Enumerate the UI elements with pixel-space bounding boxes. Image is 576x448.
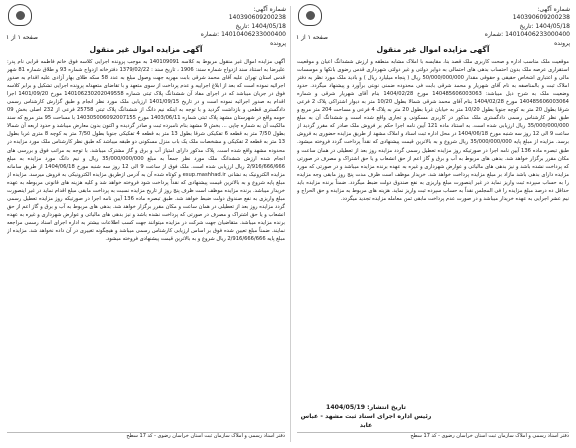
notice-body: آگهی مزایده اموال غیر منقول مربوط به کلاسه 140109091 به موجب پرونده اجرایی کلاسه فوق خانم فاطمه قرابی نام پدر: علیرضا به استناد سند ازدواج شماره سند: 1906 ، تاریخ سند : 1379/02/22 دفترخانه ازدواج شماره 93 و طلاق شماره 81 شهر قدس استان تهران علیه آقای محمد شرقی بابت مهریه جهت وصول مبلغ به عدد 58 سکه طلای بهار آزادی علیه اقدام به صدور اجرائیه نموده است که بعد از ابلاغ اجراییه و عدم پرداخت از سوی متعهد و با تقاضای متعهدله پرونده اجرایی تشکیل و برابر کلاسه فوق در جریان میباشد که در اجرای مفاد آن ششدانگ پلاک ثبتی شماره 140106230202049558 مورخ 1401/09/20 اجرا اقدام به صدور اجرائیه نموده است و در تاریخ 1401/09/15 ارزیابی ملک مورد نظر انجام و طبق گزارش کارشناس رسمی دادگستری قطعی و بازداشت گردید و با توجه به اینکه نیم دانگ از ششدانگ پلاک ثبتی 25758 فرعی از 232 اصلی بخش 09 حومه واقع در شهرستان مشهد پلاک ثبتی شماره 1403/06/11 مورخ 140305006092007155 با مساحت 95 متر مربع که سند مالکیت آن به شماره چاپی ... بخش 9 مشهد بنام نامبرده ثبت و صادر گردیده و اکنون بدون معارض میباشد و حدود اربعه آن شمالا بطول 7/50 متر به قطعه 6 تفکیکی شرقا بطول 13 متر به قطعه 4 تفکیکی جنوبا بطول 7/50 متر به کوچه 8 متری غربا بطول 13 متر به قطعه 2 تفکیکی و مشخصات ملک یک باب منزل مسکونی دو طبقه میباشد که طبق نظر کارشناس ملک مورد مزایده در محدوده مشهد واقع شده است. پلاک مذکور دارای امتیاز آب و برق و گاز مشترک میباشد. با توجه به مراتب فوق و بررسی های انجام شده ارزش ششدانگ ملک مورد نظر جمعاً به مبلغ 35/000/000/000 ریال و نیم دانگ مورد مزایده به مبلغ 2/916/666/666 ریال ارزیابی شده است. ملک فوق از ساعت 9 الی 12 روز سه شنبه مورخ 1404/06/18 از طریق سامانه مزایده الکترونیک به نشانی esup.mashhad.ir و کوتاه شده آن به آدرس ازطریق مزایده الکترونیکی به فروش میرسد. مزایده از مبلغ پایه شروع و به بالاترین قیمت پیشنهادی که نقداً پرداخت شود فروخته خواهد شد و کلیه هزینه های قانونی مربوطه به عهده خریدار میباشد. برنده مزایده موظف است ظرف پنج روز از تاریخ مزایده نسبت به پرداخت مابقی مبلغ اقدام نماید در غیر اینصورت مبلغ واریزی به نفع صندوق دولت ضبط خواهد شد. طبق تبصره ماده 136 آیین نامه اجرا در صورتیکه روز مزایده تعطیل رسمی گردد مزایده روز بعد از تعطیلی در همان ساعت و مکان مقرر برگزار خواهد شد. بدهی های مربوط به آب و برق و گاز اعم از حق انشعاب و یا حق اشتراک و مصرف در صورتی که پرداخت نشده باشد و نیز بدهی های مالیاتی و عوارض شهرداری و غیره به عهده برنده مزایده میباشد. متقاضیان جهت شرکت در مزایده میتوانند جهت کسب اطلاعات بیشتر به اداره اجرای اسناد رسمی مراجعه نمایند. ضمناً مبلغ تعیین شده فوق بر اساس ارزیابی کارشناس رسمی میباشد و هیچگونه تغییری در آن داده نخواهد شد. مزایده از مبلغ پایه 2/916/666/666 ریال شروع و به بالاترین قیمت پیشنهادی فروخته میشود. bbox=[7, 59, 285, 243]
notice-body: موقعیت ملک مناسب اداره و صحت کاربری ملک قصد بنا، مقایسه با املاک مشابه منطقه و ارزش ششدانگ اعیان و موقعیت استقراری عرصه ملک بدون احتساب بدهی های احتمالی به دوایر دولتی و غیر دولتی شهرداری قدس رضوی بانکها و موسسات مالی و اعتباری اشخاص حقیقی و حقوقی مقدار 50/000/000/000 ریال ( پنجاه میلیارد ریال ) و بادید ملک مورد نظر به دفتر املاک ثبت و بالمناصفه به نام آقای شهریار و محمد شرقی بابت فی محدوده ضمنی نوبتی برآورد و پیشنهاد میگردد. حدود وضعیت ملک به شرح ذیل میباشد: 140485606003063 مورخ 1404/02/28 بنام آقای شهریار شرقی و شماره 140485606003064 مورخ 1404/02/28 بنام آقای محمد شرقی شمالا بطول 10/20 متر به دیوار اشتراکی پلاک 2 فرعی شرقا بطول 20 متر به کوچه جنوبا بطول 10/20 متر به خیابان غربا بطول 20 متر به پلاک 4 فرعی و مساحت 204 متر مربع و طبق نظر کارشناس رسمی دادگستری ملک مذکور در کاربری مسکونی و تجاری واقع شده است و ششدانگ آن به مبلغ 35/000/000/000 ریال ارزیابی شده است. به استناد ماده 121 آیین نامه اجرا حکم بر فروش ملک صادر که مقرر گردید از ساعت 9 الی 12 روز سه شنبه مورخ 1404/06/18 در محل اداره ثبت اسناد و املاک مشهد از طریق مزایده حضوری به فروش برسد. مزایده از مبلغ پایه 35/000/000/000 ریال شروع و به بالاترین قیمت پیشنهادی که نقداً پرداخت گردد فروخته میشود. طبق تبصره ماده 136 آیین نامه اجرا در صورتیکه روز مزایده تعطیل رسمی گردد مزایده روز بعد از تعطیلی در همان ساعت و مکان مقرر برگزار خواهد شد. بدهی های مربوط به آب و برق و گاز اعم از حق انشعاب و یا حق اشتراک و مصرف در صورتی که پرداخت نشده باشد و نیز بدهی های مالیاتی و عوارض شهرداری و غیره به عهده برنده مزایده میباشد و در صورتی که مورد مزایده دارای بدهی باشد مازاد بر مبلغ مزایده پرداخت خواهد شد. خریدار موظف است ظرف مدت پنج روز مابقی وجه مزایده را به حساب سپرده ثبت واریز نماید در غیر اینصورت مبلغ واریزی به نفع صندوق دولت ضبط میگردد. ضمناً برنده مزایده باید حداقل ده درصد مبلغ مزایده را فی المجلس نقداً به حساب سپرده ثبت واریز نماید. هزینه های مربوط به مزایده و حق الحراج و نیم عشر اجرایی به عهده خریدار میباشد و در صورت عدم پرداخت مابقی ثمن معامله مزایده تجدید میگردد. bbox=[297, 59, 569, 202]
notice-title: آگهی مزایده اموال غیر منقول bbox=[376, 45, 490, 54]
notice-page-left bbox=[2, 0, 290, 448]
notice-footer: دفتر اسناد رسمی و املاک سازمان ثبت استان خراسان رضوی - کد 17 سطح bbox=[297, 432, 569, 440]
signatory: رئیس اداره اجرای اسناد ثبت مشهد - عباس عابد bbox=[300, 413, 432, 429]
notice-date: 1404/05/18 :تاریخ bbox=[235, 22, 286, 30]
notice-page-right bbox=[292, 0, 574, 448]
notice-number: شماره آگهی: 140390609200238 bbox=[228, 6, 286, 22]
file-number: 14010406233000400 :شماره پرونده bbox=[200, 31, 286, 47]
notice-title: آگهی مزایده اموال غیر منقول bbox=[89, 45, 203, 54]
page-number: صفحه ۱ از ۱ bbox=[296, 34, 328, 41]
file-number: 14010406233000400 :شماره پرونده bbox=[484, 31, 570, 47]
emblem-icon bbox=[8, 4, 32, 26]
signature-block bbox=[296, 403, 436, 430]
page-number: صفحه ۱ از ۱ bbox=[6, 34, 38, 41]
emblem-icon bbox=[298, 4, 322, 26]
notice-footer: دفتر اسناد رسمی و املاک سازمان ثبت استان خراسان رضوی - کد 17 سطح bbox=[7, 432, 285, 440]
publish-date: تاریخ انتشار: 1404/05/19 bbox=[326, 404, 406, 411]
page-divider bbox=[290, 6, 291, 442]
notice-meta bbox=[196, 6, 286, 48]
notice-meta bbox=[480, 6, 570, 48]
notice-number: شماره آگهی: 140390609200238 bbox=[512, 6, 570, 22]
notice-date: 1404/05/18 :تاریخ bbox=[519, 22, 570, 30]
